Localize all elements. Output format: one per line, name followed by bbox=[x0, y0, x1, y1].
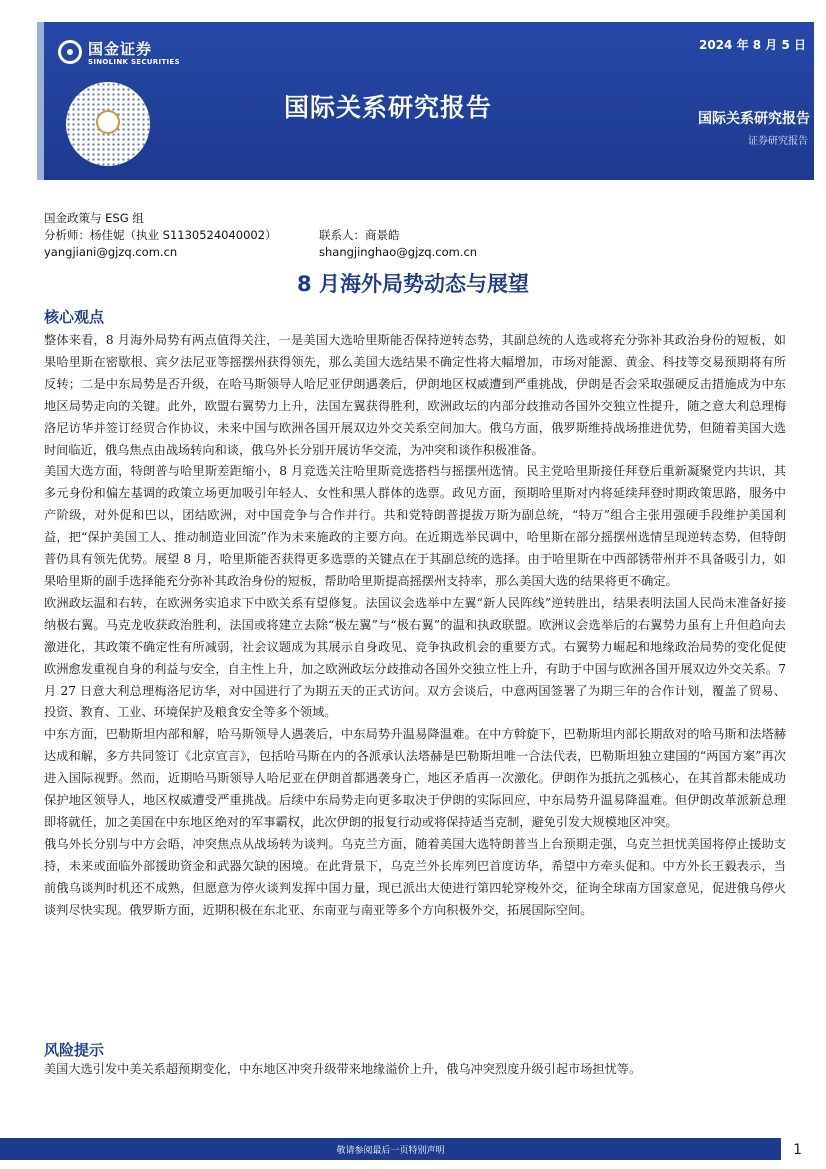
core-views-body bbox=[44, 330, 786, 921]
logo-name-cn: 国金证券 bbox=[88, 40, 153, 58]
risk-body: 美国大选引发中美关系超预期变化，中东地区冲突升级带来地缘溢价上升，俄乌冲突烈度升级引起市场担忧等。 bbox=[44, 1062, 642, 1076]
author-info bbox=[44, 210, 804, 261]
team-name: 国金政策与 ESG 组 bbox=[44, 211, 144, 225]
paragraph-overview: 整体来看，8 月海外局势有两点值得关注，一是美国大选哈里斯能否保持逆转态势，其副总统的人选或将充分弥补其政治身份的短板，如果哈里斯在密歇根、宾夕法尼亚等摇摆州获得领先，那么美国大选结果不确定性将大幅增加，市场对能源、黄金、科技等交易预期将有所反转；二是中东局势是否升级，在哈马斯领导人哈尼亚伊朗遇袭后，伊朗地区权威遭到严重挑战，伊朗是否会采取强硬反击措施成为中东地区局势走向的关键。此外，欧盟右翼势力上升，法国左翼获得胜利，欧洲政坛的内部分歧推动各国外交独立性提升，随之意大利总理梅洛尼访华并签订经贸合作协议，未来中国与欧洲各国开展双边外交关系空间加大。俄乌方面，俄罗斯维持战场推进优势，但随着美国大选时间临近，俄乌焦点由战场转向和谈，俄乌外长分别开展访华交流，为冲突和谈作积极准备。 bbox=[44, 333, 786, 457]
team-row bbox=[44, 210, 804, 227]
qr-code-icon bbox=[66, 82, 150, 166]
analyst-email[interactable]: yangjiani@gjzq.com.cn bbox=[44, 245, 178, 259]
core-views-heading: 核心观点 bbox=[44, 308, 105, 326]
footer-disclaimer[interactable]: 敬请参阅最后一页特别声明 bbox=[336, 1146, 445, 1156]
analyst-name: 分析师：杨佳妮（执业 S1130524040002） bbox=[44, 228, 277, 242]
paragraph-middle-east: 中东方面，巴勒斯坦内部和解，哈马斯领导人遇袭后，中东局势升温易降温难。在中方斡旋下，巴勒斯坦内部长期敌对的哈马斯和法塔赫达成和解，多方共同签订《北京宣言》，包括哈马斯在内的各派承认法塔赫是巴勒斯坦唯一合法代表，巴勒斯坦独立建国的“两国方案”再次进入国际视野。然而，近期哈马斯领导人哈尼亚在伊朗首都遇袭身亡，地区矛盾再一次激化。伊朗作为抵抗之弧核心，在其首都未能成功保护地区领导人，地区权威遭受严重挑战。后续中东局势走向更多取决于伊朗的实际回应，中东局势升温易降温难。但伊朗改革派新总理即将就任，加之美国在中东地区绝对的军事霸权，此次伊朗的报复行动或将保持适当克制，避免引发大规模地区冲突。 bbox=[44, 727, 786, 829]
page-number: 1 bbox=[793, 1142, 802, 1158]
paragraph-europe: 欧洲政坛温和右转，在欧洲务实追求下中欧关系有望修复。法国议会选举中左翼“新人民阵线”逆转胜出，结果表明法国人民尚未准备好接纳极右翼。马克龙收获政治胜利，法国或将建立去除“极左翼”与“极右翼”的温和执政联盟。欧洲议会选举后的右翼势力虽有上升但趋向去激进化，其政策不确定性有所减弱，社会议题成为其展示自身政见、竞争执政机会的重要方式。右翼势力崛起和地缘政治局势的变化促使欧洲愈发重视自身的利益与安全，自主性上升，加之欧洲政坛分歧推动各国外交独立性上升，有助于中国与欧洲各国开展双边外交关系。7 月 27 日意大利总理梅洛尼访华，对中国进行了为期五天的正式访问。双方会谈后，中意两国签署了为期三年的合作计划，覆盖了贸易、投资、教育、工业、环境保护及粮食安全等多个领域。 bbox=[44, 595, 786, 720]
contact-email[interactable]: shangjinghao@gjzq.com.cn bbox=[319, 245, 478, 259]
report-date: 2024 年 8 月 5 日 bbox=[699, 38, 806, 52]
logo-icon bbox=[58, 40, 82, 64]
logo-name-en: SINOLINK SECURITIES bbox=[88, 58, 180, 66]
company-logo bbox=[54, 34, 180, 72]
banner-title: 国际关系研究报告 bbox=[284, 93, 493, 122]
report-type: 证券研究报告 bbox=[748, 136, 808, 147]
paragraph-us-election: 美国大选方面，特朗普与哈里斯差距缩小，8 月竞选关注哈里斯竞选搭档与摇摆州选情。民主党哈里斯接任拜登后重新凝聚党内共识，其多元身份和偏左基调的政策立场更加吸引年轻人、女性和黑人群体的选票。政见方面，预期哈里斯对内将延续拜登时期政策思路，服务中产阶级，对外促和巴以，团结欧洲，对中国竞争与合作并行。共和党特朗普提拔万斯为副总统，“特万”组合主张用强硬手段维护美国利益，把“保护美国工人、推动制造业回流”作为未来施政的主要方向。在近期选举民调中，哈里斯在部分摇摆州选情呈现逆转态势，但特朗普仍具有领先优势。展望 8 月，哈里斯能否获得更多选票的关键点在于其副总统的选择。由于哈里斯在中西部锈带州并不具备吸引力，如果哈里斯的副手选择能充分弥补其政治身份的短板，帮助哈里斯提高摇摆州支持率，那么美国大选的结果将更不确定。 bbox=[44, 464, 786, 588]
risk-heading: 风险提示 bbox=[44, 1041, 105, 1059]
qr-center-logo bbox=[96, 110, 120, 134]
email-row bbox=[44, 244, 804, 261]
report-category: 国际关系研究报告 bbox=[698, 111, 810, 127]
document-title: 8 月海外局势动态与展望 bbox=[297, 272, 529, 296]
paragraph-russia-ukraine: 俄乌外长分别与中方会晤，冲突焦点从战场转为谈判。乌克兰方面，随着美国大选特朗普当上台预期走强，乌克兰担忧美国将停止援助支持，未来或面临外部援助资金和武器欠缺的困境。在此背景下，乌克兰外长库列巴首度访华，希望中方牵头促和。中方外长王毅表示，当前俄乌谈判时机还不成熟，但愿意为停火谈判发挥中国力量，现已派出大使进行第四轮穿梭外交，征询全球南方国家意见，促进俄乌停火谈判尽快实现。俄罗斯方面，近期积极在东北亚、东南亚与南亚等多个方向积极外交，拓展国际空间。 bbox=[44, 836, 786, 917]
analyst-row bbox=[44, 227, 804, 244]
contact-name: 联系人：商景皓 bbox=[319, 228, 400, 242]
